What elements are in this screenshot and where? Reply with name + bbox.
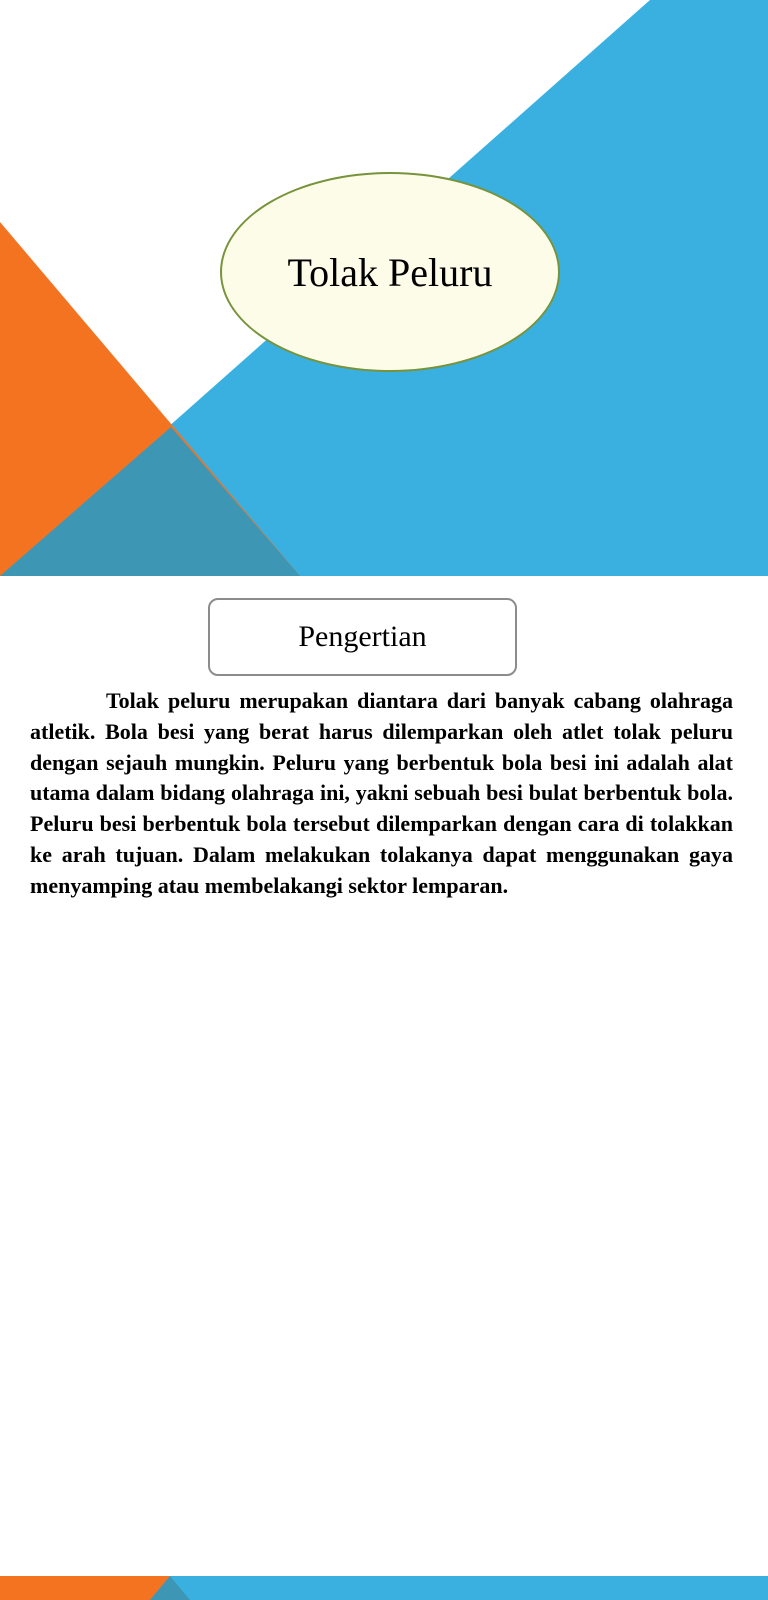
section-heading: Pengertian	[298, 620, 427, 653]
definition-paragraph: Tolak peluru merupakan diantara dari banyak cabang olahraga atletik. Bola besi yang berat harus dilemparkan oleh atlet tolak peluru dengan sejauh mungkin. Peluru yang berbentuk bola besi ini adalah alat utama dalam bidang olahraga ini, yakni sebuah besi bulat berbentuk bola. Peluru besi berbentuk bola tersebut dilemparkan dengan cara di tolakkan ke arah tujuan. Dalam melakukan tolakanya dapat menggunakan gaya menyamping atau membelakangi sektor lemparan.	[30, 688, 733, 898]
bottom-decorative-band	[0, 1576, 768, 1600]
slide-title: Tolak Peluru	[287, 249, 493, 295]
definition-slide	[0, 576, 768, 1024]
bottom-band-orange	[0, 1576, 170, 1600]
title-ellipse	[220, 172, 560, 372]
section-heading-box	[208, 598, 517, 676]
title-slide	[0, 0, 768, 576]
